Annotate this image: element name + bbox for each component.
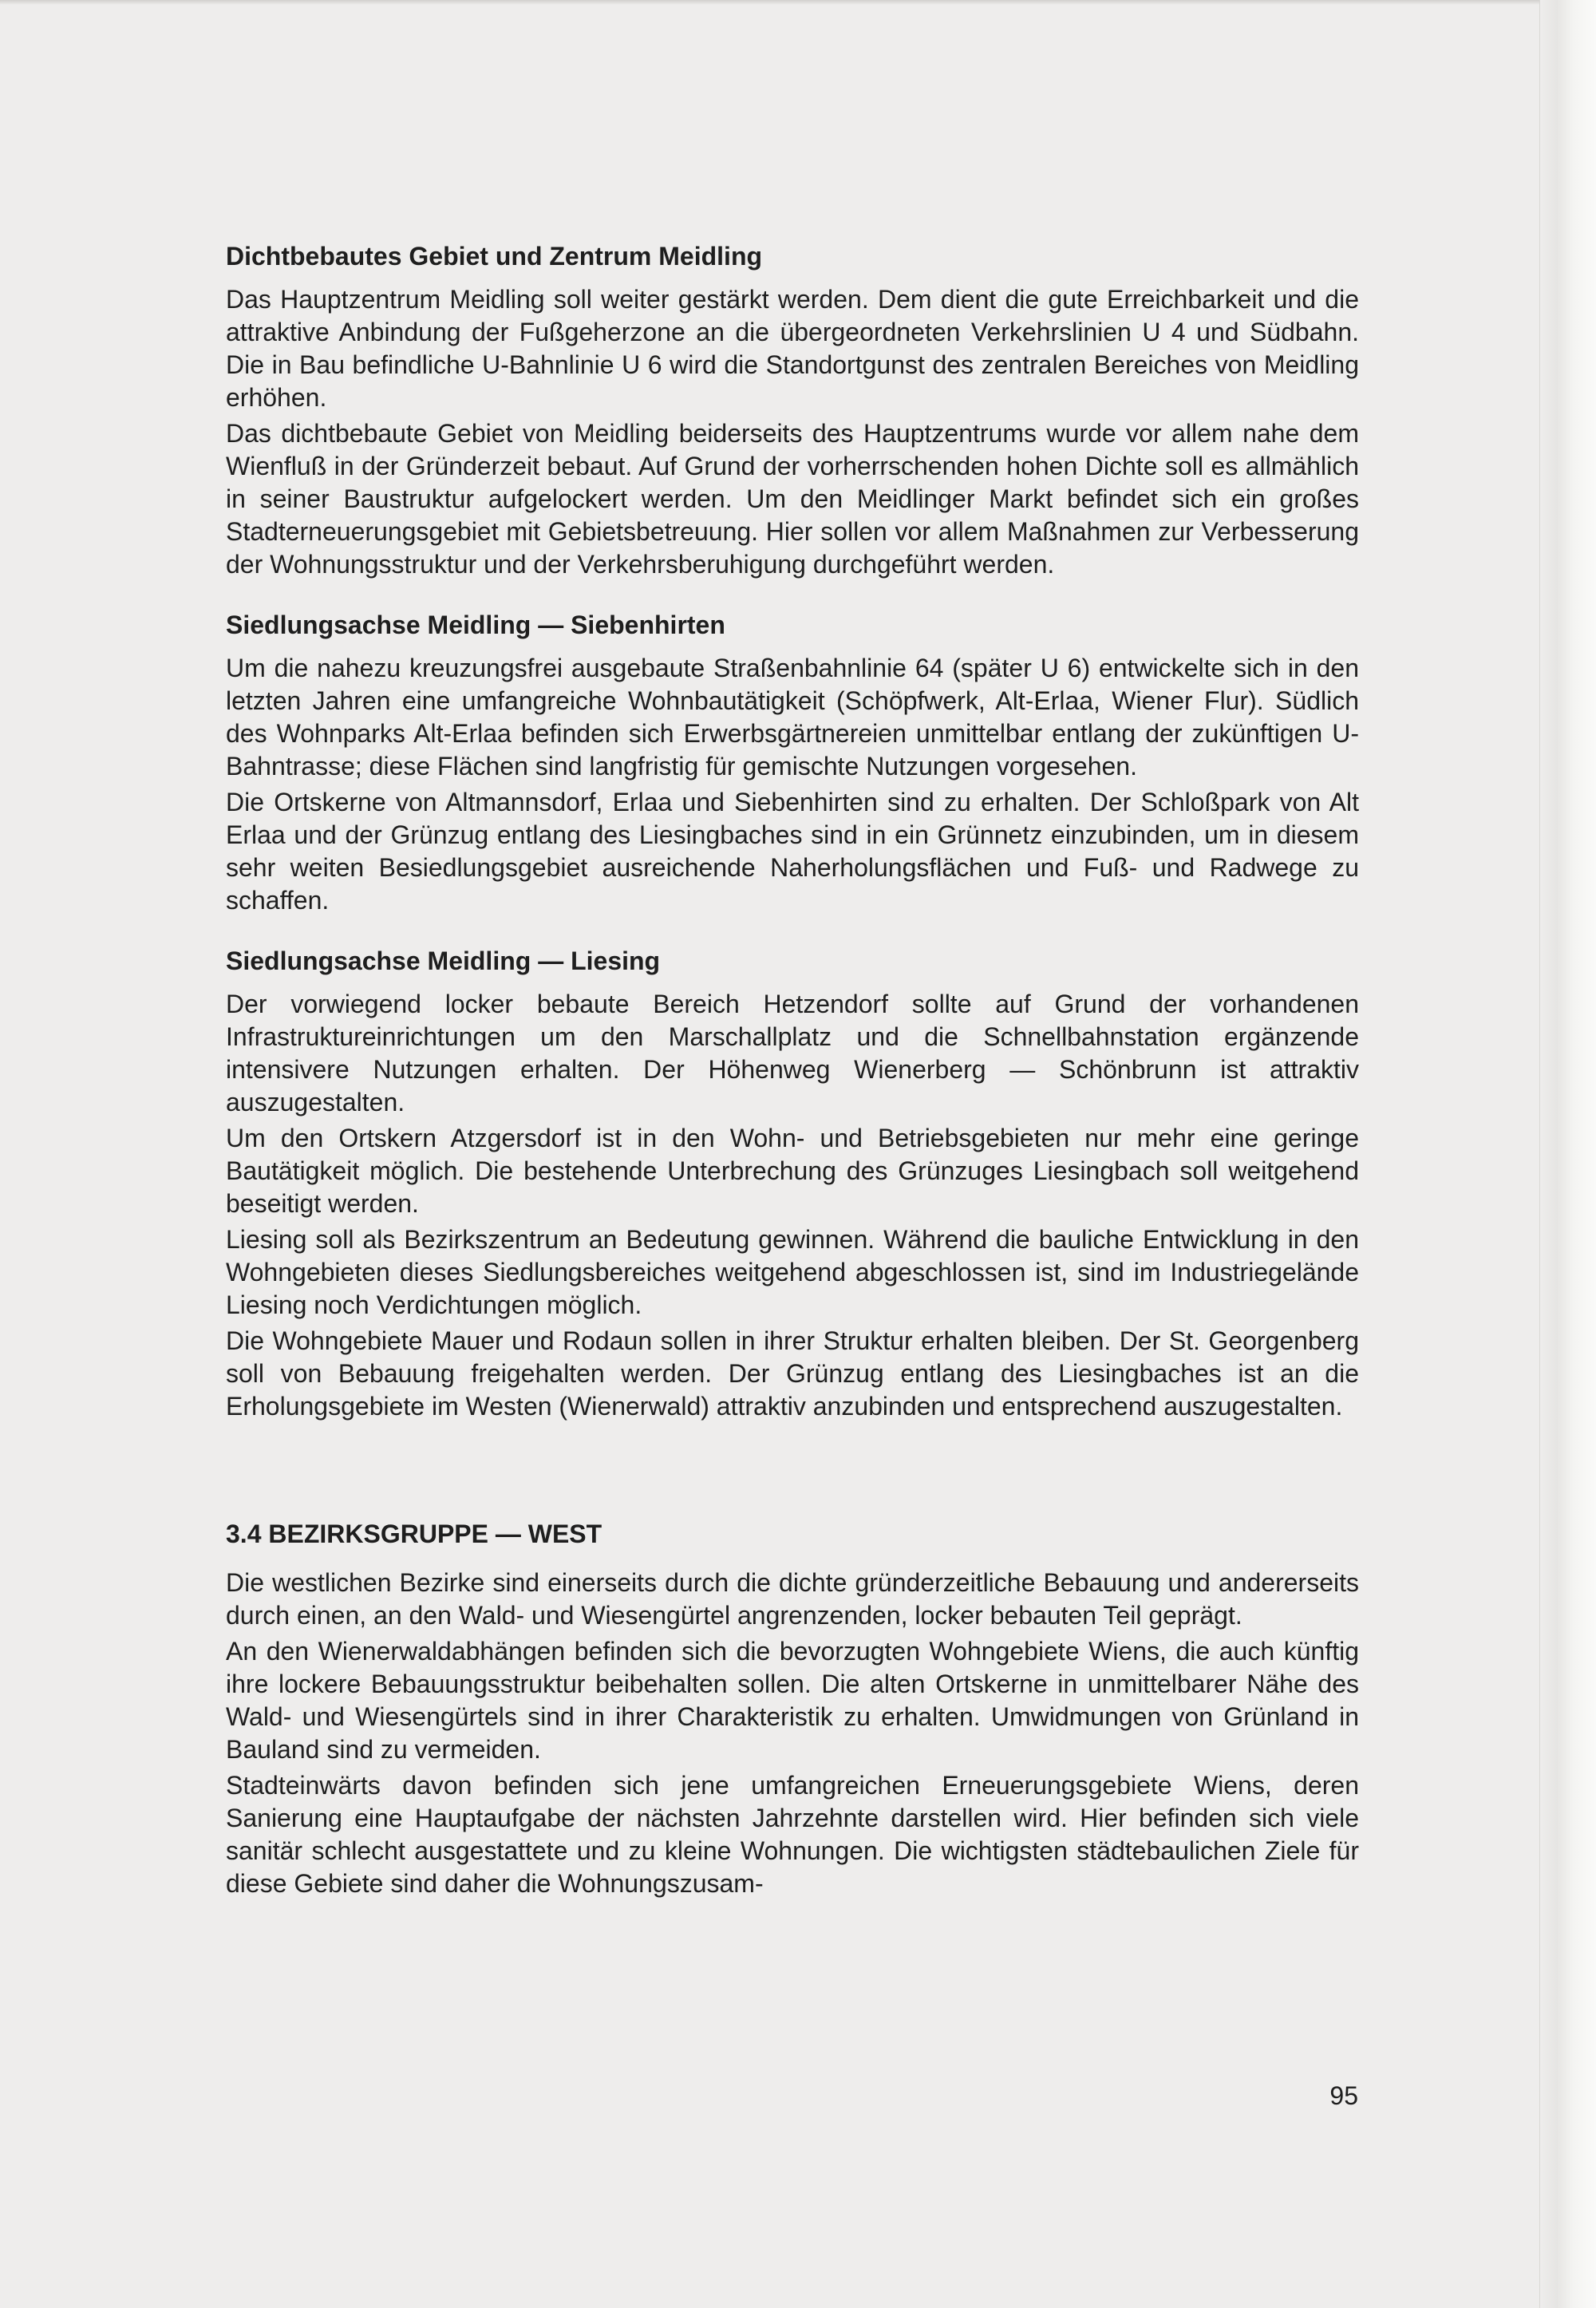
section-heading: Siedlungsachse Meidling — Siebenhirten <box>226 611 725 639</box>
paragraph: Das Hauptzentrum Meidling soll weiter gestärkt werden. Dem dient die gute Erreichbarkeit und die attraktive Anbindung der Fußgeherzone an die übergeordneten Verkehrslinien U 4 und Südbahn. Die in Bau befindliche U-Bahnlinie U 6 wird die Standortgunst des zentralen Bereiches von Meidling erhöhen. <box>226 285 1359 412</box>
paragraph: Liesing soll als Bezirkszentrum an Bedeutung gewinnen. Während die bauliche Entwicklung in den Wohngebieten dieses Siedlungsbereiches weitgehend abgeschlossen ist, sind im Industriegelände Liesing noch Verdichtungen möglich. <box>226 1225 1359 1319</box>
page-spine-edge <box>1539 0 1596 2308</box>
paragraph: Der vorwiegend locker bebaute Bereich Hetzendorf sollte auf Grund der vorhandenen Infrastruktureinrichtungen um den Marschallplatz und die Schnellbahnstation ergänzende intensivere Nutzungen erhalten. Der Höhenweg Wienerberg — Schönbrunn ist attraktiv auszugestalten. <box>226 990 1359 1116</box>
section-siebenhirten <box>226 608 1359 917</box>
paragraph: Die Ortskerne von Altmannsdorf, Erlaa und Siebenhirten sind zu erhalten. Der Schloßpark von Alt Erlaa und der Grünzug entlang des Liesingbaches sind in ein Grünnetz einzubinden, um in diesem sehr weiten Besiedlungsgebiet ausreichende Naherholungsflächen und Fuß- und Radwege zu schaffen. <box>226 788 1359 915</box>
chapter-heading: 3.4 BEZIRKSGRUPPE — WEST <box>226 1520 602 1548</box>
paragraph: Das dichtbebaute Gebiet von Meidling beiderseits des Hauptzentrums wurde vor allem nahe dem Wienfluß in der Gründerzeit bebaut. Auf Grund der vorherrschenden hohen Dichte soll es allmählich in seiner Baustruktur aufgelockert werden. Um den Meidlinger Markt befindet sich ein großes Stadterneuerungsgebiet mit Gebietsbetreuung. Hier sollen vor allem Maßnahmen zur Verbesserung der Wohnungsstruktur und der Verkehrsberuhigung durchgeführt werden. <box>226 419 1359 579</box>
section-liesing <box>226 944 1359 1423</box>
paragraph: Die westlichen Bezirke sind einerseits durch die dichte gründerzeitliche Bebauung und andererseits durch einen, an den Wald- und Wiesengürtel angrenzenden, locker bebauten Teil geprägt. <box>226 1568 1359 1630</box>
paragraph: Die Wohngebiete Mauer und Rodaun sollen in ihrer Struktur erhalten bleiben. Der St. Georgenberg soll von Bebauung freigehalten werden. Der Grünzug entlang des Liesingbaches ist an die Erholungsgebiete im Westen (Wienerwald) attraktiv anzubinden und entsprechend auszugestalten. <box>226 1326 1359 1421</box>
page-content <box>226 239 1359 1903</box>
page-top-edge <box>0 0 1596 5</box>
chapter-bezirksgruppe-west <box>226 1517 1359 1900</box>
section-heading: Siedlungsachse Meidling — Liesing <box>226 947 661 975</box>
paragraph: An den Wienerwaldabhängen befinden sich die bevorzugten Wohngebiete Wiens, die auch künftig ihre lockere Bebauungsstruktur beibehalten sollen. Die alten Ortskerne in unmittelbarer Nähe des Wald- und Wiesengürtels sind in ihrer Charakteristik zu erhalten. Umwidmungen von Grünland in Bauland sind zu vermeiden. <box>226 1637 1359 1764</box>
paragraph: Um den Ortskern Atzgersdorf ist in den Wohn- und Betriebsgebieten nur mehr eine geringe Bautätigkeit möglich. Die bestehende Unterbrechung des Grünzuges Liesingbach soll weitgehend beseitigt werden. <box>226 1124 1359 1218</box>
paragraph: Um die nahezu kreuzungsfrei ausgebaute Straßenbahnlinie 64 (später U 6) entwickelte sich in den letzten Jahren eine umfangreiche Wohnbautätigkeit (Schöpfwerk, Alt-Erlaa, Wiener Flur). Südlich des Wohnparks Alt-Erlaa befinden sich Erwerbsgärtnereien unmittelbar entlang der zukünftigen U-Bahntrasse; diese Flächen sind langfristig für gemischte Nutzungen vorgesehen. <box>226 654 1359 781</box>
page-number: 95 <box>1329 2081 1358 2110</box>
section-meidling-zentrum <box>226 239 1359 581</box>
paragraph: Stadteinwärts davon befinden sich jene umfangreichen Erneuerungsgebiete Wiens, deren Sanierung eine Hauptaufgabe der nächsten Jahrzehnte darstellen wird. Hier befinden sich viele sanitär schlecht ausgestattete und zu kleine Wohnungen. Die wichtigsten städtebaulichen Ziele für diese Gebiete sind daher die Wohnungszusam- <box>226 1771 1359 1898</box>
section-heading: Dichtbebautes Gebiet und Zentrum Meidling <box>226 242 763 271</box>
